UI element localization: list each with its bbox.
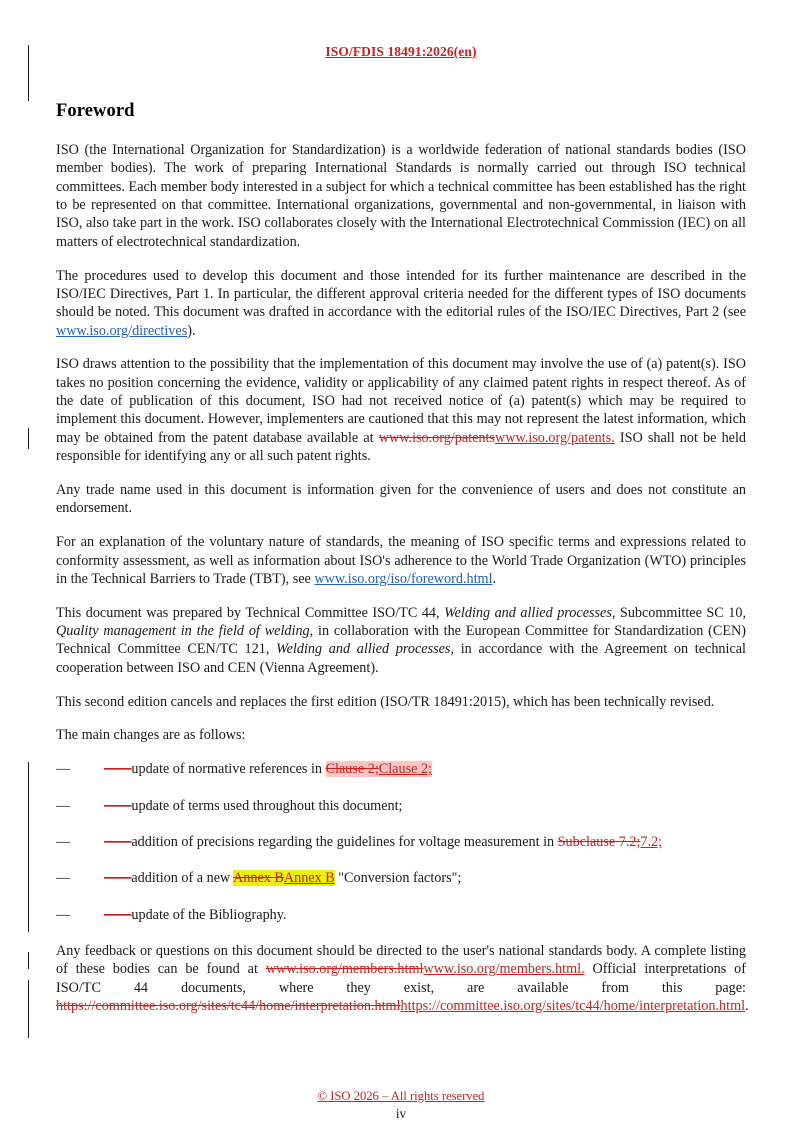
paragraph-text-part: .: [745, 998, 749, 1015]
main-changes-list: [56, 760, 746, 924]
inserted-text-patents-url: www.iso.org/patents.: [494, 429, 615, 446]
inserted-text-interpretation-url: https://committee.iso.org/sites/tc44/home/interpretation.html: [400, 998, 746, 1015]
paragraph-patents: [56, 355, 746, 465]
deleted-text-interpretation-url: https://committee.iso.org/sites/tc44/home/interpretation.html: [56, 998, 401, 1015]
paragraph-text-part: ).: [187, 322, 196, 339]
link-iso-foreword[interactable]: www.iso.org/iso/foreword.html: [314, 570, 493, 587]
page-title: Foreword: [56, 101, 135, 121]
paragraph-text: This second edition cancels and replaces the first edition (ISO/TR 18491:2015), which has been technically revised.: [56, 693, 715, 710]
inserted-text: 7.2;: [640, 833, 663, 850]
deleted-text-members-url: www.iso.org/members.html: [265, 961, 424, 978]
paragraph-second-edition: [56, 693, 746, 711]
paragraph-committee: [56, 604, 746, 677]
page-content: [56, 0, 749, 1122]
document-running-head: ISO/FDIS 18491:2026(en): [325, 44, 477, 59]
copyright-notice: © ISO 2026 – All rights reserved: [317, 1089, 485, 1103]
list-item-text: update of terms used throughout this document;: [131, 797, 403, 814]
paragraph-text: The main changes are as follows:: [56, 727, 246, 744]
paragraph-text-part: ISO draws attention to the possibility that the implementation of this document may involve the use of (a) patent(s). ISO takes no position concerning the evidence, validity or applicability of any claimed patent rights in respect thereof. As of the date of publication of this document, ISO had not received notice of (a) patent(s) which may be required to implement this document. However, implementers are cautioned that this may not represent the latest information, which may be obtained from the patent database available at: [56, 356, 746, 446]
change-bar: [28, 952, 29, 969]
paragraph-text-part: This document was prepared by Technical Committee ISO/TC 44,: [56, 604, 445, 621]
link-iso-directives[interactable]: www.iso.org/directives: [56, 322, 188, 339]
deleted-tab-mark: ——: [104, 797, 132, 814]
paragraph-text: Any trade name used in this document is information given for the convenience of users and does not constitute an endorsement.: [56, 482, 746, 517]
paragraph-procedures: [56, 267, 746, 340]
paragraph-text-part: ISO shall not be held responsible for identifying any or all such patent rights.: [56, 429, 747, 465]
list-bullet-dash: —: [56, 906, 71, 923]
paragraph-text-part: Any feedback or questions on this document should be directed to the user's national standards body. A complete listing of these bodies can be found at: [56, 943, 746, 978]
committee-title-sc10: Quality management in the field of welding: [56, 623, 310, 640]
paragraph-main-changes-intro: [56, 726, 746, 744]
list-item: [56, 760, 746, 778]
change-bar: [28, 980, 29, 1038]
list-item-text-after: "Conversion factors";: [334, 870, 462, 887]
deleted-text-patents-url: www.iso.org/patents: [378, 429, 495, 446]
page-number: iv: [395, 1106, 407, 1121]
paragraph-voluntary-nature: [56, 533, 746, 588]
deleted-tab-mark: ——: [104, 761, 132, 778]
paragraph-text: ISO (the International Organization for Standardization) is a worldwide federation of national standards bodies (ISO member bodies). The work of preparing International Standards is normally carried out through ISO technical committees. Each member body interested in a subject for which a technical committee has been established has the right to be represented on that committee. International organizations, governmental and non-governmental, in liaison with ISO, also take part in the work. ISO collaborates closely with the International Electrotechnical Commission (IEC) on all matters of electrotechnical standardization.: [56, 142, 746, 250]
deleted-text: Subclause 7.2;: [557, 833, 641, 850]
paragraph-text-part: , Subcommittee SC 10,: [611, 604, 747, 621]
paragraph-text-part: The procedures used to develop this document and those intended for its further maintenance are described in the ISO/IEC Directives, Part 1. In particular, the different approval criteria needed for the different types of ISO documents should be noted. This document was drafted in accordance with the editorial rules of the ISO/IEC Directives, Part 2 (see: [56, 267, 746, 321]
foreword-body: [56, 101, 749, 1015]
list-bullet-dash: —: [56, 761, 71, 778]
committee-title-tc44: Welding and allied processes: [444, 604, 612, 621]
list-item: [56, 869, 746, 887]
deleted-tab-mark: ——: [104, 906, 132, 923]
list-item-text: update of the Bibliography.: [131, 906, 287, 923]
list-item: [56, 906, 746, 924]
list-item-text: addition of a new: [131, 870, 234, 887]
paragraph-text-part: Official interpretations of ISO/TC 44 documents, where they exist, are available from this page:: [56, 961, 746, 996]
deleted-text: Clause 2;: [325, 761, 379, 778]
paragraph-feedback: [56, 942, 749, 1015]
inserted-text: Annex B: [283, 870, 335, 887]
committee-title-cen-tc121: Welding and allied processes,: [276, 641, 454, 658]
list-item-text: addition of precisions regarding the guidelines for voltage measurement in: [131, 833, 558, 850]
change-bar: [28, 762, 29, 932]
paragraph-text-part: For an explanation of the voluntary nature of standards, the meaning of ISO specific terms and expressions related to conformity assessment, as well as information about ISO's adherence to the World Trade Organization (WTO) principles in the Technical Barriers to Trade (TBT), see: [56, 534, 746, 587]
change-bar: [28, 45, 29, 101]
list-bullet-dash: —: [56, 870, 71, 887]
list-item: [56, 833, 746, 851]
list-bullet-dash: —: [56, 797, 71, 814]
deleted-text: Annex B: [233, 870, 284, 887]
page-footer: [56, 1089, 746, 1122]
list-item: [56, 797, 746, 815]
deleted-tab-mark: ——: [104, 870, 132, 887]
paragraph-text-part: in accordance with the Agreement on technical cooperation between ISO and CEN (Vienna Agreement).: [56, 641, 746, 676]
change-bar: [28, 428, 29, 449]
paragraph-text-part: , in collaboration with the European Committee for Standardization (CEN) Technical Committee CEN/TC 121,: [56, 623, 746, 658]
paragraph-text-part: .: [492, 570, 497, 587]
deleted-tab-mark: ——: [104, 833, 132, 850]
list-bullet-dash: —: [56, 833, 71, 850]
inserted-text-members-url: www.iso.org/members.html.: [423, 961, 585, 978]
paragraph-iso-description: [56, 141, 746, 251]
inserted-text: Clause 2;: [378, 761, 432, 778]
paragraph-trade-name: [56, 481, 746, 518]
list-item-text: update of normative references in: [131, 761, 326, 778]
